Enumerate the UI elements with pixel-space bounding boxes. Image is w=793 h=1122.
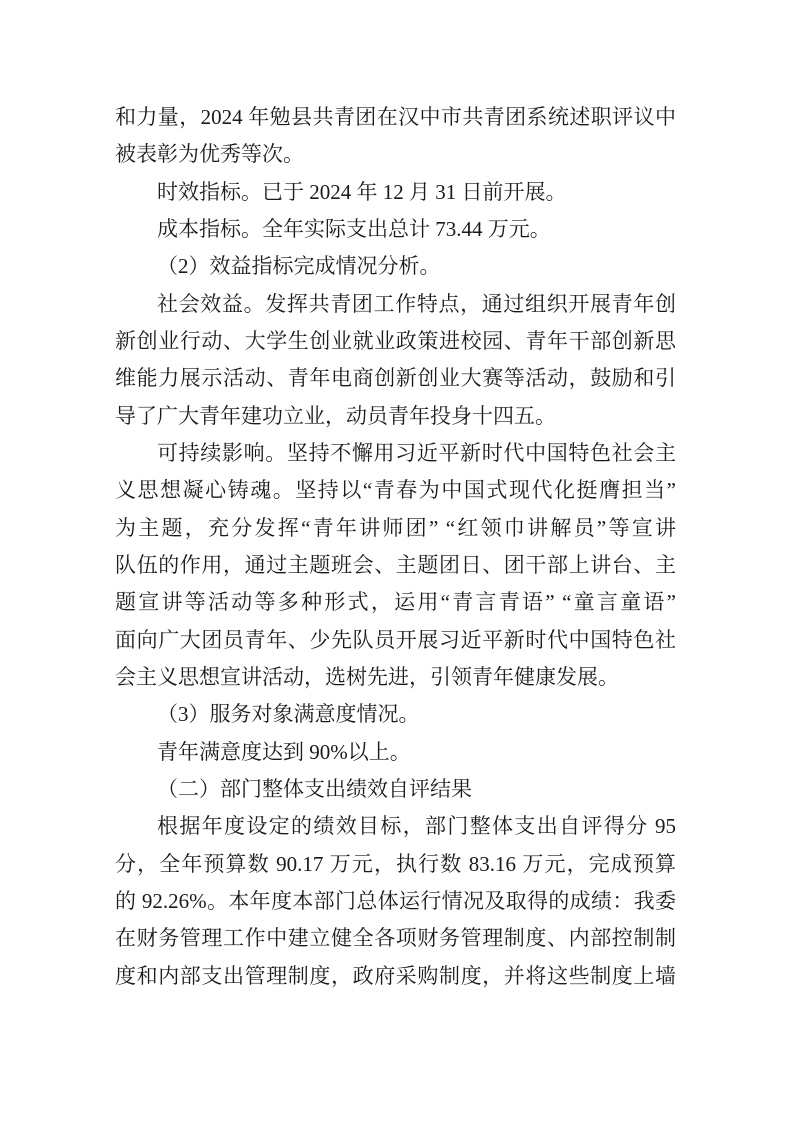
text-line: 被表彰为优秀等次。 <box>115 142 304 167</box>
text-line: 青年满意度达到 90%以上。 <box>157 739 411 764</box>
text-line: 度和内部支出管理制度，政府采购制度，并将这些制度上墙 <box>115 963 676 988</box>
text-line: 为主题，充分发挥“青年讲师团” “红领巾讲解员”等宣讲 <box>115 515 676 540</box>
text-line: （二）部门整体支出绩效自评结果 <box>157 776 472 801</box>
text-line: 成本指标。全年实际支出总计 73.44 万元。 <box>157 216 551 241</box>
text-line: 的 92.26%。本年度本部门总体运行情况及取得的成绩：我委 <box>115 888 676 913</box>
text-line: 维能力展示活动、青年电商创新创业大赛等活动，鼓励和引 <box>115 366 676 391</box>
text-line: 分，全年预算数 90.17 万元，执行数 83.16 万元，完成预算 <box>115 851 676 876</box>
text-line: 新创业行动、大学生创业就业政策进校园、青年干部创新思 <box>115 328 676 353</box>
text-line: 导了广大青年建功立业，动员青年投身十四五。 <box>115 403 556 428</box>
text-line: 题宣讲等活动等多种形式，运用“青言青语” “童言童语” <box>115 590 676 615</box>
text-line: 和力量，2024 年勉县共青团在汉中市共青团系统述职评议中 <box>115 105 676 129</box>
text-line: 义思想凝心铸魂。坚持以“青春为中国式现代化挺膺担当” <box>115 478 676 503</box>
text-line: 根据年度设定的绩效目标，部门整体支出自评得分 95 <box>157 814 676 839</box>
document-text-block <box>115 99 676 995</box>
text-line: （2）效益指标完成情况分析。 <box>157 254 441 279</box>
text-line: 在财务管理工作中建立健全各项财务管理制度、内部控制制 <box>115 926 676 951</box>
text-line: 面向广大团员青年、少先队员开展习近平新时代中国特色社 <box>115 627 676 652</box>
text-line: 队伍的作用，通过主题班会、主题团日、团干部上讲台、主 <box>115 552 676 577</box>
text-line: 会主义思想宣讲活动，选树先进，引领青年健康发展。 <box>115 664 619 689</box>
text-line: 社会效益。发挥共青团工作特点，通过组织开展青年创 <box>157 291 676 316</box>
text-line: 时效指标。已于 2024 年 12 月 31 日前开展。 <box>157 179 567 204</box>
text-line: （3）服务对象满意度情况。 <box>157 702 420 727</box>
text-line: 可持续影响。坚持不懈用习近平新时代中国特色社会主 <box>157 440 676 465</box>
